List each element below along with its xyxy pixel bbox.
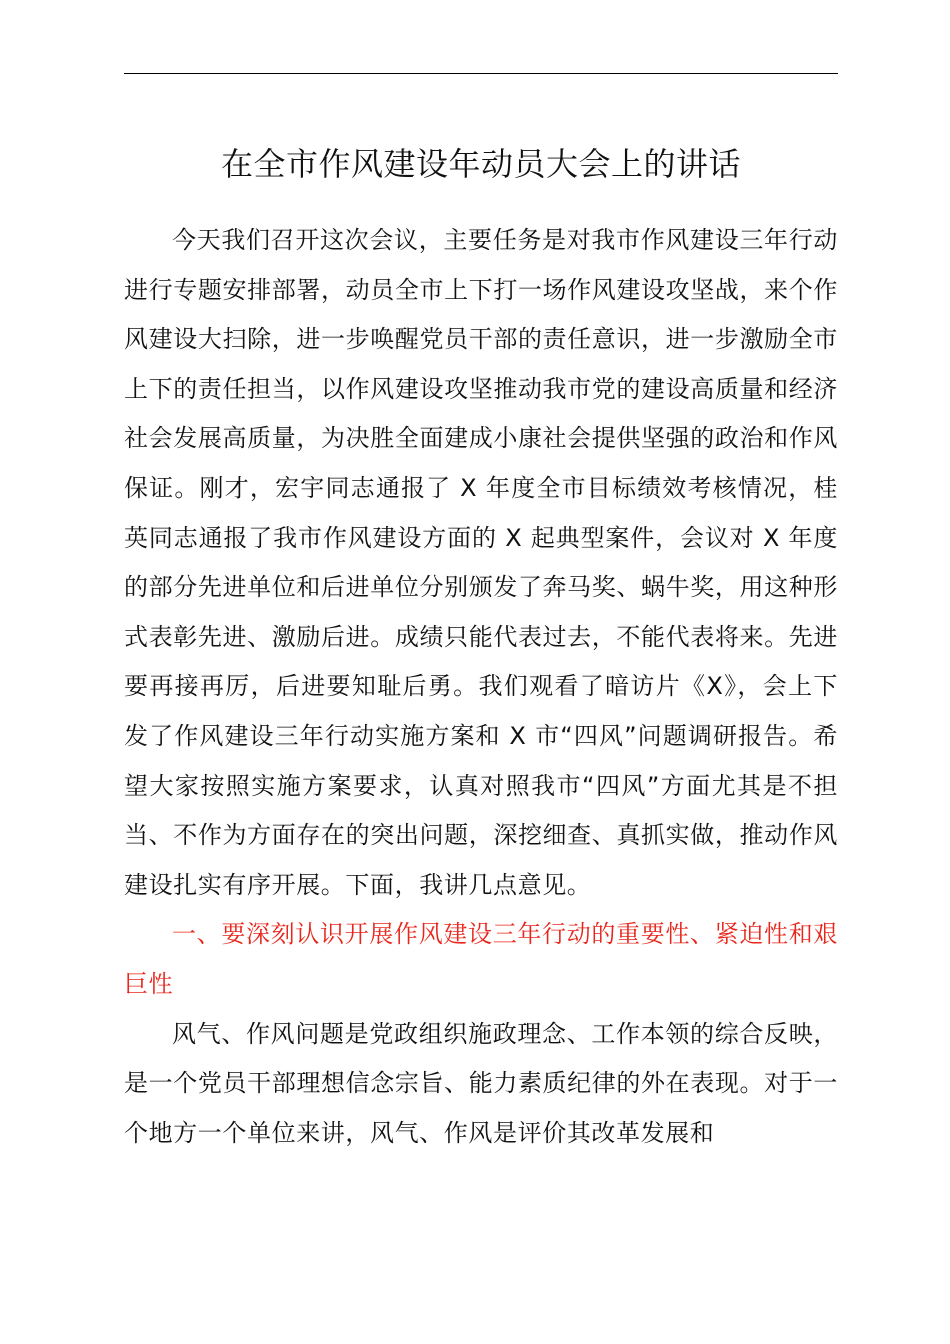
paragraph-opening: 今天我们召开这次会议，主要任务是对我市作风建设三年行动进行专题安排部署，动员全市上下打一场作风建设攻坚战，来个作风建设大扫除，进一步唤醒党员干部的责任意识，进一步激励全市上下的责任担当，以作风建设攻坚推动我市党的建设高质量和经济社会发展高质量，为决胜全面建成小康社会提供坚强的政治和作风保证。刚才，宏宇同志通报了 X 年度全市目标绩效考核情况，桂英同志通报了我市作风建设方面的 X 起典型案件，会议对 X 年度的部分先进单位和后进单位分别颁发了奔马奖、蜗牛奖，用这种形式表彰先进、激励后进。成绩只能代表过去，不能代表将来。先进要再接再厉，后进要知耻后勇。我们观看了暗访片《X》，会上下发了作风建设三年行动实施方案和 X 市“四风”问题调研报告。希望大家按照实施方案要求，认真对照我市“四风”方面尤其是不担当、不作为方面存在的突出问题，深挖细查、真抓实做，推动作风建设扎实有序开展。下面，我讲几点意见。 <box>124 226 838 899</box>
document-body <box>124 216 838 1158</box>
document-title: 在全市作风建设年动员大会上的讲话 <box>220 145 741 183</box>
section-heading-1: 一、要深刻认识开展作风建设三年行动的重要性、紧迫性和艰巨性 <box>124 920 838 998</box>
paragraph-section-1: 风气、作风问题是党政组织施政理念、工作本领的综合反映，是一个党员干部理想信念宗旨、能力素质纪律的外在表现。对于一个地方一个单位来讲，风气、作风是评价其改革发展和 <box>124 1019 838 1147</box>
header-rule <box>124 73 838 74</box>
